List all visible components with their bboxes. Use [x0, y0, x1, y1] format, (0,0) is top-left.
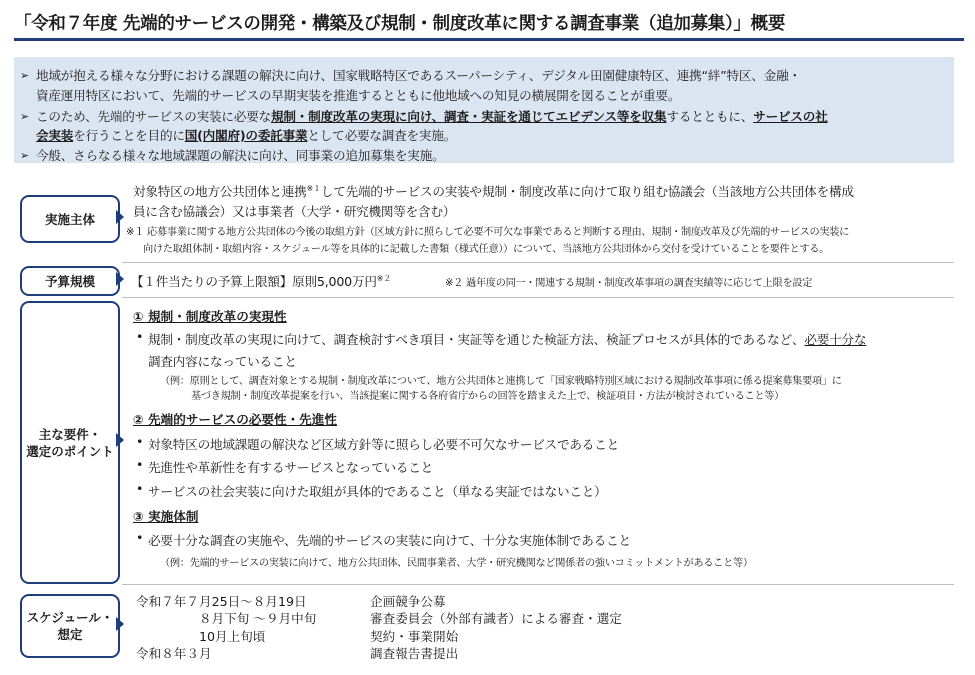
section-divider	[122, 297, 954, 298]
requirement-example: （例：先端的サービスの実装に向けて、地方公共団体、民間事業者、大学・研究機関など関係者の強いコミットメントがあること等）	[160, 558, 753, 569]
requirement-bullet: • サービスの社会実装に向けた取組が具体的であること（単なる実証ではないこと）	[136, 481, 607, 499]
emphasis-text: 規制・制度改革の実現に向け、調査・実証を通じてエビデンス等を収集	[270, 109, 667, 124]
requirement-heading: ③ 実施体制	[133, 509, 199, 524]
bullet-dot-icon: •	[136, 530, 144, 545]
requirement-bullet: • 規制・制度改革の実現に向けて、調査検討すべき項目・実証等を通じた検証方法、検証プロセスが具体的であるなど、必要十分な	[136, 329, 867, 347]
requirement-bullet: • 必要十分な調査の実施や、先端的サービスの実装に向けて、十分な実施体制であること	[136, 530, 631, 548]
overview-item: ➢ 今般、さらなる様々な地域課題の解決に向け、同事業の追加募集を実施。	[36, 145, 445, 166]
requirement-heading: ② 先端的サービスの必要性・先進性	[133, 412, 337, 427]
requirement-bullet-continuation: 調査内容になっていること	[148, 354, 297, 369]
schedule-date: ８月下旬 ～９月中旬	[199, 611, 317, 626]
implementer-text: 員に含む協議会）又は事業者（大学・研究機関等を含む）	[133, 204, 456, 219]
label-requirements: 主な要件・ 選定のポイント	[20, 301, 120, 584]
schedule-date: 10月上旬頃	[199, 629, 266, 644]
label-pointer-icon	[116, 617, 124, 631]
arrow-bullet-icon: ➢	[20, 149, 30, 162]
requirement-bullet: • 対象特区の地域課題の解決など区域方針等に照らし必要不可欠なサービスであること	[136, 434, 619, 452]
label-pointer-icon	[116, 272, 124, 286]
schedule-item: 契約・事業開始	[370, 629, 459, 644]
emphasis-text: サービスの社	[753, 109, 828, 124]
requirement-example: 基づき規制・制度改革提案を行い、当該提案に関する各府省庁からの回答を踏まえた上で、検証項目・方法が検討されていること等）	[191, 391, 785, 402]
overview-item: ➢ 地域が抱える様々な分野における課題の解決に向け、国家戦略特区であるスーパーシティ、デジタル田園健康特区、連携“絆”特区、金融・	[36, 65, 801, 86]
arrow-bullet-icon: ➢	[20, 69, 30, 82]
section-divider	[122, 262, 954, 263]
label-pointer-icon	[116, 210, 124, 224]
overview-item: ➢ このため、先端的サービスの実装に必要な規制・制度改革の実現に向け、調査・実証を通じてエビデンス等を収集するとともに、サービスの社	[36, 106, 828, 127]
implementer-note: ※１ 応募事業に関する地方公共団体の今後の取組方針（区域方針に照らして必要不可欠な事業であると判断する理由、規制・制度改革及び先端的サービスの実装に	[126, 227, 850, 238]
requirement-bullet: • 先進性や革新性を有するサービスとなっていること	[136, 457, 434, 475]
label-schedule: スケジュール・ 想定	[20, 594, 120, 658]
label-budget: 予算規模	[20, 266, 120, 296]
schedule-item: 企画競争公募	[370, 594, 446, 609]
requirement-example: （例：原則として、調査対象とする規制・制度改革について、地方公共団体と連携して「国家戦略特別区域における規制改革事項に係る提案募集要項」に	[160, 376, 842, 387]
overview-box	[14, 57, 954, 163]
schedule-date: 令和８年３月	[136, 646, 212, 661]
budget-note: ※２ 過年度の同一・関連する規制・制度改革事項の調査実績等に応じて上限を設定	[445, 278, 813, 289]
arrow-bullet-icon: ➢	[20, 110, 30, 123]
page-title: 「令和７年度 先端的サービスの開発・構築及び規制・制度改革に関する調査事業（追加募集）」概要	[14, 14, 786, 34]
schedule-date: 令和７年７月25日～８月19日	[136, 594, 307, 609]
overview-item-continuation: 会実装を行うことを目的に国(内閣府)の委託事業として必要な調査を実施。	[36, 128, 457, 143]
bullet-dot-icon: •	[136, 434, 144, 449]
schedule-item: 調査報告書提出	[370, 646, 459, 661]
label-pointer-icon	[116, 433, 124, 447]
bullet-dot-icon: •	[136, 329, 144, 344]
bullet-dot-icon: •	[136, 457, 144, 472]
implementer-text: 対象特区の地方公共団体と連携$^{※1}$して先端的サービスの実装や規制・制度改革に向けて取り組む協議会（当該地方公共団体を構成	[133, 183, 854, 199]
section-divider	[122, 584, 954, 585]
schedule-item: 審査委員会（外部有識者）による審査・選定	[370, 611, 622, 626]
title-underline	[14, 38, 964, 41]
implementer-note: 向けた取組体制・取組内容・スケジュール等を具体的に記載した書類（様式任意））について、当該地方公共団体から交付を受けていることを要件とする。	[143, 244, 829, 255]
budget-text: 【１件当たりの予算上限額】原則5,000万円$^{※2}$	[131, 273, 392, 289]
overview-item-continuation: 資産運用特区において、先端的サービスの早期実装を推進するとともに他地域への知見の横展開を図ることが重要。	[36, 88, 681, 103]
label-implementer: 実施主体	[20, 195, 120, 243]
requirement-heading: ① 規制・制度改革の実現性	[133, 309, 287, 324]
bullet-dot-icon: •	[136, 481, 144, 496]
